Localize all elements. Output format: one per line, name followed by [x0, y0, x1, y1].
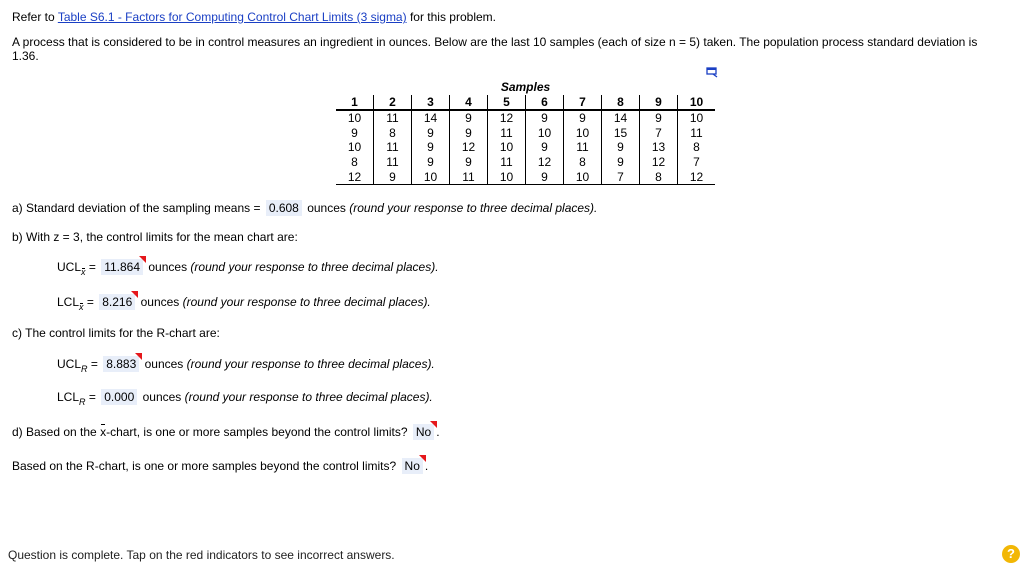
table-row: [336, 155, 715, 170]
refer-suffix: for this problem.: [409, 10, 496, 24]
equals-sign: =: [88, 390, 96, 404]
equals-sign: =: [86, 295, 94, 309]
popout-icon[interactable]: [706, 66, 718, 78]
part-d-line: [12, 424, 440, 440]
table-cell: 8: [564, 155, 602, 170]
refer-line: [12, 10, 496, 24]
table-cell: 9: [564, 110, 602, 126]
part-a-label: a) Standard deviation of the sampling means =: [12, 201, 261, 215]
equals-sign: =: [90, 357, 98, 371]
part-c-label: c) The control limits for the R-chart are:: [12, 326, 220, 340]
xbar-chart-answer-select[interactable]: [413, 424, 434, 440]
col-header: 1: [336, 95, 374, 111]
table-cell: 11: [678, 126, 716, 141]
table-row: [336, 126, 715, 141]
unit: ounces: [307, 201, 346, 215]
table-cell: 8: [678, 140, 716, 155]
lcl-r-label: $LCL_R$: [57, 390, 86, 407]
ucl-xbar-answer[interactable]: [101, 259, 143, 275]
table-cell: 13: [640, 140, 678, 155]
table-cell: 8: [374, 126, 412, 141]
lcl-r-line: [57, 389, 433, 405]
table-cell: 11: [374, 110, 412, 126]
ucl-label: $UCL_x$: [57, 260, 86, 277]
table-cell: 9: [412, 140, 450, 155]
table-cell: 8: [351, 154, 358, 169]
samples-table: [336, 80, 715, 185]
problem-text: A process that is considered to be in control measures an ingredient in ounces. Below are the last 10 samples (each of size n = 5) taken. The population process standard deviation is 1.36.: [12, 35, 978, 63]
unit: ounces: [140, 295, 180, 309]
table-cell: 14: [412, 110, 450, 126]
answer-value: 0.608: [268, 201, 299, 215]
table-cell: 9: [412, 126, 450, 141]
col-header: 2: [374, 95, 412, 111]
table-cell: 10: [678, 110, 716, 126]
answer-value: 11.864: [104, 260, 141, 274]
table-cell: 10: [347, 140, 362, 155]
refer-prefix: Refer to: [12, 10, 55, 24]
table-cell: 9: [450, 126, 488, 141]
ucl-xbar-line: [57, 259, 439, 275]
r-chart-question: Based on the R-chart, is one or more samples beyond the control limits?: [12, 459, 397, 473]
rounding-note: (round your response to three decimal places).: [186, 357, 435, 371]
r-chart-answer-select[interactable]: [402, 458, 423, 474]
table-cell: 14: [602, 110, 640, 126]
incorrect-indicator[interactable]: [135, 353, 142, 360]
unit: ounces: [144, 357, 184, 371]
table-cell: 12: [640, 155, 678, 170]
period: .: [436, 425, 440, 439]
incorrect-indicator[interactable]: [131, 291, 138, 298]
table-cell: 9: [602, 140, 640, 155]
table-cell: 8: [640, 170, 678, 185]
table-title: Samples: [500, 80, 551, 94]
part-a: [12, 200, 597, 216]
col-header: 5: [488, 95, 526, 111]
table-cell: 9: [374, 170, 412, 185]
answer-value: 8.883: [106, 357, 137, 371]
table-cell: 11: [450, 170, 488, 185]
table-cell: 9: [526, 140, 564, 155]
table-s6-1-link[interactable]: Table S6.1 - Factors for Computing Control Chart Limits (3 sigma): [57, 10, 407, 24]
col-header: 10: [678, 95, 716, 111]
answer-value: No: [404, 459, 420, 473]
table-cell: 7: [640, 126, 678, 141]
completion-status: Question is complete. Tap on the red indicators to see incorrect answers.: [8, 548, 395, 562]
table-cell: 9: [602, 155, 640, 170]
help-icon[interactable]: ?: [1002, 545, 1020, 563]
col-header: 6: [526, 95, 564, 111]
rounding-note: (round your response to three decimal places).: [184, 390, 433, 404]
ucl-r-label: $UCL_R$: [57, 357, 88, 374]
table-cell: 7: [602, 170, 640, 185]
table-cell: 12: [450, 140, 488, 155]
incorrect-indicator[interactable]: [419, 455, 426, 462]
unit: ounces: [142, 390, 182, 404]
table-cell: 12: [488, 110, 526, 126]
table-row: [336, 140, 715, 155]
table-cell: 9: [526, 170, 564, 185]
incorrect-indicator[interactable]: [139, 256, 146, 263]
lcl-xbar-line: [57, 294, 431, 310]
ucl-r-answer[interactable]: [103, 356, 139, 372]
table-cell: 10: [564, 170, 602, 185]
part-b-label: b) With z = 3, the control limits for the mean chart are:: [12, 230, 298, 244]
col-header: 7: [564, 95, 602, 111]
table-cell: 10: [488, 170, 526, 185]
r-chart-line: [12, 458, 428, 474]
part-d-pre: d) Based on the: [12, 425, 97, 439]
answer-value: No: [415, 425, 432, 439]
table-cell: 12: [526, 155, 564, 170]
table-cell: 11: [374, 140, 412, 155]
table-cell: 9: [412, 155, 450, 170]
table-cell: 11: [488, 126, 526, 141]
table-cell: 11: [564, 140, 602, 155]
col-header: 8: [602, 95, 640, 111]
answer-value: 0.000: [104, 390, 135, 404]
table-cell: 9: [351, 125, 358, 140]
unit: ounces: [148, 260, 188, 274]
rounding-note: (round your response to three decimal places).: [190, 260, 439, 274]
table-cell: 10: [488, 140, 526, 155]
ucl-r-line: [57, 356, 435, 372]
table-cell: 7: [678, 155, 716, 170]
x-bar-symbol: x: [100, 425, 107, 439]
answer-value: 8.216: [102, 295, 133, 309]
incorrect-indicator[interactable]: [430, 421, 437, 428]
table-cell: 12: [336, 170, 374, 185]
rounding-note: (round your response to three decimal places).: [182, 295, 431, 309]
col-header: 9: [640, 95, 678, 111]
table-cell: 9: [640, 110, 678, 126]
lcl-xbar-answer[interactable]: [99, 294, 135, 310]
table-row: [336, 110, 715, 126]
table-cell: 9: [450, 155, 488, 170]
table-cell: 10: [526, 126, 564, 141]
part-d-question: -chart, is one or more samples beyond the control limits?: [106, 425, 408, 439]
sigma-xbar-answer[interactable]: [266, 200, 302, 216]
col-header: 3: [412, 95, 450, 111]
equals-sign: =: [88, 260, 96, 274]
lcl-label: $LCL_x$: [57, 295, 84, 312]
lcl-r-answer[interactable]: [101, 389, 137, 405]
table-cell: 11: [488, 155, 526, 170]
col-header: 4: [450, 95, 488, 111]
table-cell: 10: [564, 126, 602, 141]
rounding-note: (round your response to three decimal places).: [349, 201, 598, 215]
table-cell: 12: [678, 170, 716, 185]
table-cell: 9: [526, 110, 564, 126]
table-cell: 15: [602, 126, 640, 141]
table-cell: 11: [374, 155, 412, 170]
table-cell: 9: [450, 110, 488, 126]
period: .: [424, 459, 429, 473]
table-cell: 10: [412, 170, 450, 185]
table-row: [336, 170, 715, 185]
table-cell: 10: [347, 111, 362, 126]
